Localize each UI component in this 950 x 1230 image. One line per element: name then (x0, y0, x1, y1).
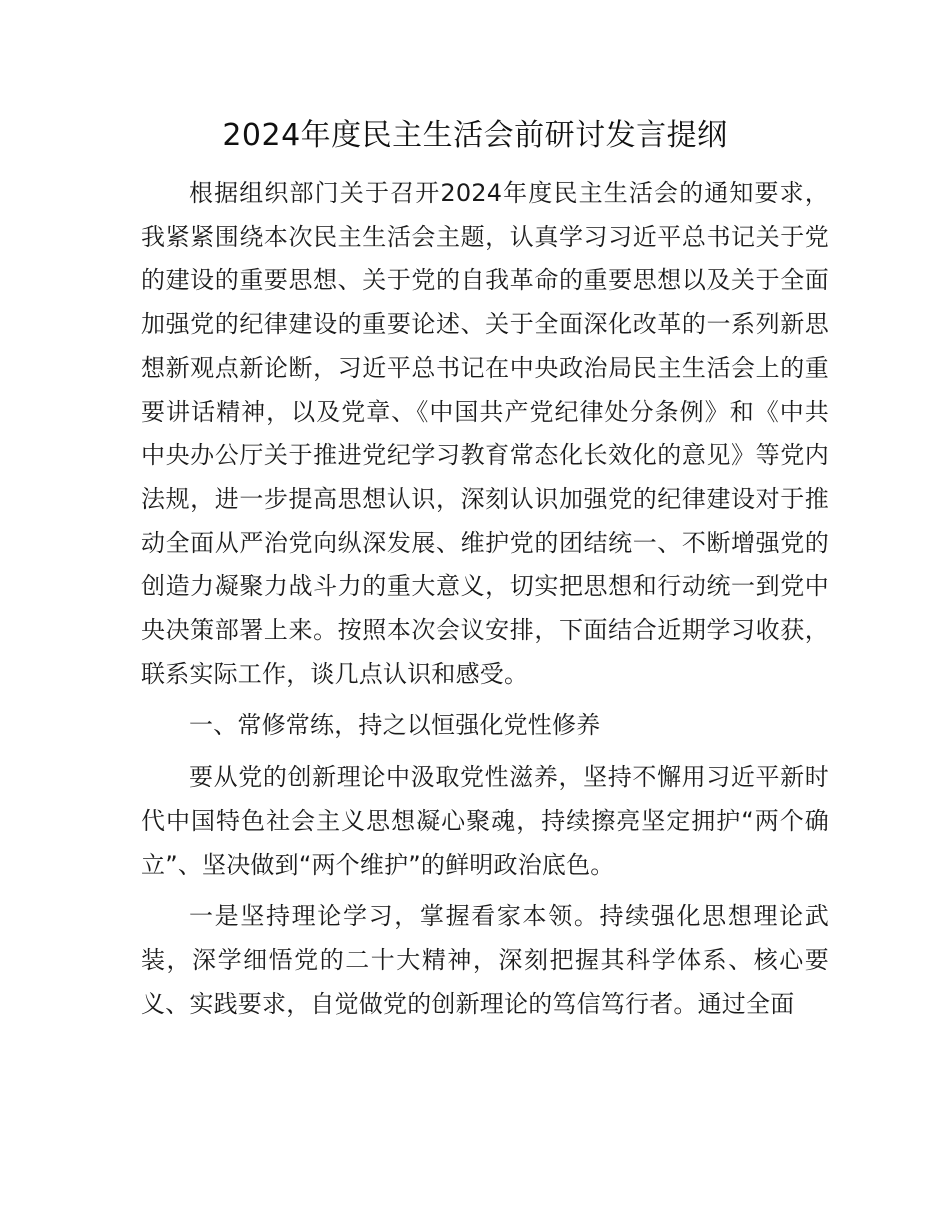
point-paragraph: 一是坚持理论学习，掌握看家本领。持续强化思想理论武装，深学细悟党的二十大精神，深刻把握其科学体系、核心要义、实践要求，自觉做党的创新理论的笃信笃行者。通过全面 (141, 902, 829, 1018)
section-paragraph: 要从党的创新理论中汲取党性滋养，坚持不懈用习近平新时代中国特色社会主义思想凝心聚魂，持续擦亮坚定拥护“两个确立”、坚决做到“两个维护”的鲜明政治底色。 (141, 763, 829, 879)
document-title: 2024年度民主生活会前研讨发言提纲 (222, 118, 728, 153)
section-heading: 一、常修常练，持之以恒强化党性修养 (189, 711, 601, 740)
document-body (141, 172, 829, 1026)
intro-paragraph: 根据组织部门关于召开2024年度民主生活会的通知要求，我紧紧围绕本次民主生活会主题，认真学习习近平总书记关于党的建设的重要思想、关于党的自我革命的重要思想以及关于全面加强党的纪律建设的重要论述、关于全面深化改革的一系列新思想新观点新论断，习近平总书记在中央政治局民主生活会上的重要讲话精神，以及党章、《中国共产党纪律处分条例》和《中共中央办公厅关于推进党纪学习教育常态化长效化的意见》等党内法规，进一步提高思想认识，深刻认识加强党的纪律建设对于推动全面从严治党向纵深发展、维护党的团结统一、不断增强党的创造力凝聚力战斗力的重大意义，切实把思想和行动统一到党中央决策部署上来。按照本次会议安排，下面结合近期学习收获，联系实际工作，谈几点认识和感受。 (141, 179, 829, 688)
